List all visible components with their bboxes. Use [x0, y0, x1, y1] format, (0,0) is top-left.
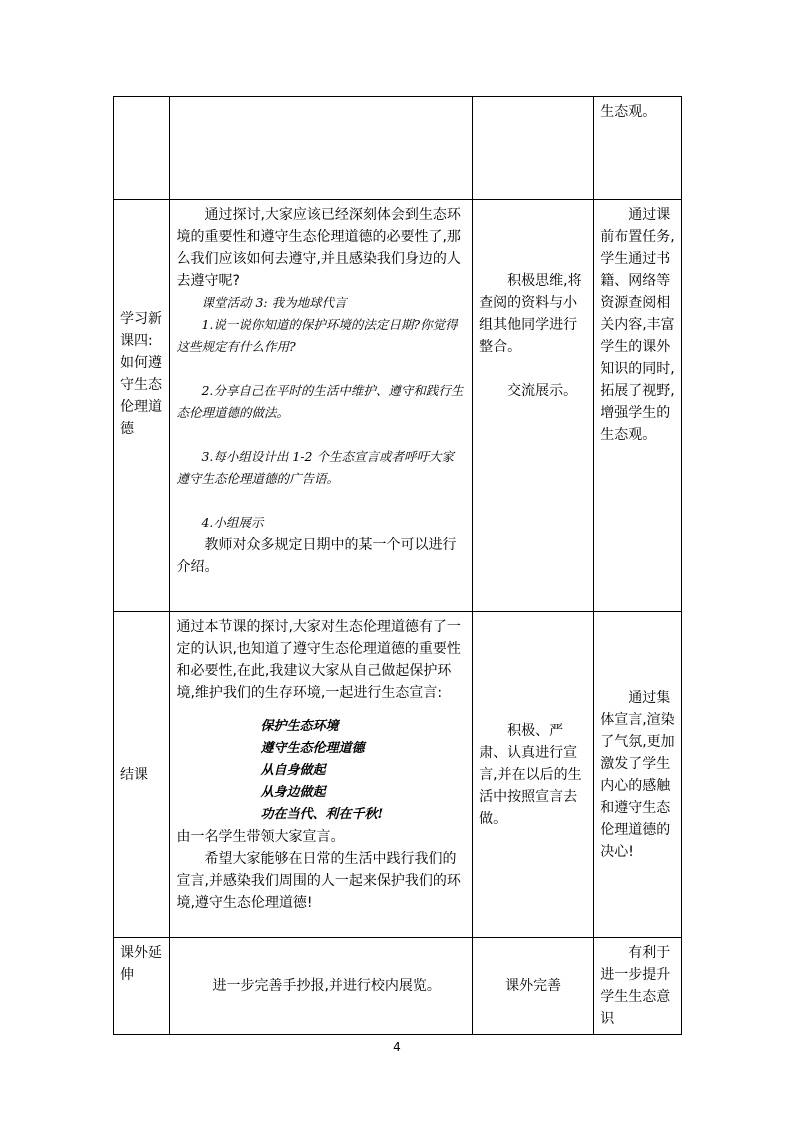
hope-text: 希望大家能够在日常的生活中践行我们的宣言,并感染我们周围的人一起来保护我们的环境,遵守生态伦理道德!	[176, 851, 461, 911]
cell-empty	[170, 97, 473, 200]
activity-item: 4.小组展示	[201, 515, 264, 530]
activity-item: 3.每小组设计出 1-2 个生态宣言或者呼吁大家遵守生态伦理道德的广告语。	[176, 449, 454, 486]
slogan-line: 保护生态环境	[260, 719, 339, 734]
section-label-cell	[114, 200, 170, 612]
table-row	[114, 938, 682, 1035]
section-label-cell	[114, 612, 170, 938]
slogan-line: 从自身做起	[260, 763, 326, 778]
student-activity-text: 积极、严肃、认真进行宣言,并在以后的生活中按照宣言去做。	[479, 722, 582, 827]
student-activity-cell	[473, 200, 594, 612]
activity-item: 1.说一说你知道的保护环境的法定日期?你觉得这些规定有什么作用?	[176, 317, 458, 354]
table-row	[114, 97, 682, 200]
extension-text: 进一步完善手抄报,并进行校内展览。	[212, 978, 441, 994]
design-intent-cell	[594, 938, 682, 1035]
cell-empty	[473, 97, 594, 200]
table-row	[114, 200, 682, 612]
design-intent-text: 通过集体宣言,渲染了气氛,更加激发了学生内心的感触和遵守生态伦理道德的决心!	[600, 689, 675, 860]
design-intent-cell	[594, 97, 682, 200]
section-label: 学习新课四:如何遵守生态伦理道德	[120, 310, 162, 437]
teacher-activity-cell	[170, 200, 473, 612]
teacher-note: 教师对众多规定日期中的某一个可以进行介绍。	[176, 537, 457, 575]
student-activity-text: 课外完善	[505, 978, 562, 994]
teacher-activity-cell	[170, 612, 473, 938]
design-intent-text: 有利于进一步提升学生生态意识	[600, 945, 671, 1027]
design-intent-cell	[594, 612, 682, 938]
activity-item: 2.分享自己在平时的生活中维护、遵守和践行生态伦理道德的做法。	[176, 383, 464, 420]
intro-text: 通过本节课的探讨,大家对生态伦理道德有了一定的认识,也知道了遵守生态伦理道德的重要性和必要性,在此,我建议大家从自己做起保护环境,维护我们的生存环境,一起进行生态宣言:	[176, 619, 461, 701]
student-activity-cell	[473, 612, 594, 938]
intro-text: 通过探讨,大家应该已经深刻体会到生态环境的重要性和遵守生态伦理道德的必要性了,那么我们应该如何去遵守,并且感染我们身边的人去遵守呢?	[176, 207, 461, 289]
slogan-line: 遵守生态伦理道德	[260, 741, 365, 756]
design-intent-text: 生态观。	[600, 104, 657, 120]
design-intent-cell	[594, 200, 682, 612]
design-intent-text: 通过课前布置任务,学生通过书籍、网络等资源查阅相关内容,丰富学生的课外知识的同时,拓展了视野,增强学生的生态观。	[600, 207, 675, 443]
student-activity-text: 积极思维,将查阅的资料与小组其他同学进行整合。	[479, 273, 582, 355]
table-row	[114, 612, 682, 938]
slogan-line: 功在当代、利在千秋!	[260, 807, 384, 822]
page-number: 4	[393, 1040, 401, 1054]
activity-title: 课堂活动 3: 我为地球代言	[201, 295, 347, 310]
student-activity-text: 交流展示。	[507, 383, 578, 399]
cell-empty	[114, 97, 170, 200]
lesson-plan-table	[113, 96, 682, 1035]
section-label-cell	[114, 938, 170, 1035]
slogan-line: 从身边做起	[260, 785, 326, 800]
student-activity-cell	[473, 938, 594, 1035]
lead-text: 由一名学生带领大家宣言。	[176, 829, 345, 845]
teacher-activity-cell	[170, 938, 473, 1035]
section-label: 课外延伸	[120, 945, 162, 983]
section-label: 结课	[120, 766, 148, 783]
